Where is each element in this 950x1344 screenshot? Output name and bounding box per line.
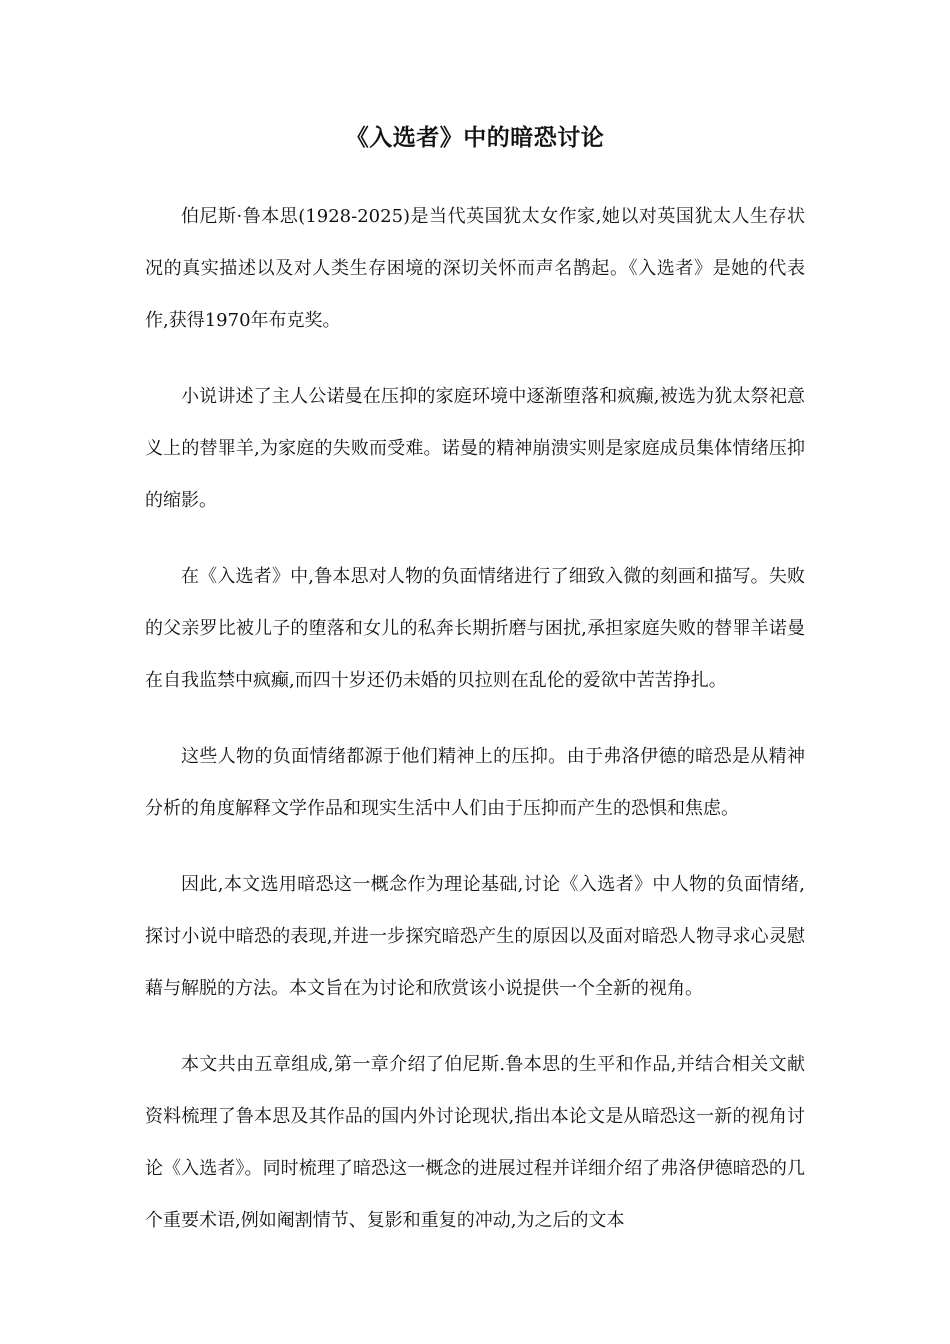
paragraph-4: 这些人物的负面情绪都源于他们精神上的压抑。由于弗洛伊德的暗恐是从精神分析的角度解释文学作品和现实生活中人们由于压抑而产生的恐惧和焦虑。 — [145, 746, 805, 819]
paragraph-3: 在《入选者》中,鲁本思对人物的负面情绪进行了细致入微的刻画和描写。失败的父亲罗比被儿子的堕落和女儿的私奔长期折磨与困扰,承担家庭失败的替罪羊诺曼在自我监禁中疯癫,而四十岁还仍未婚的贝拉则在乱伦的爱欲中苦苦挣扎。 — [145, 566, 805, 691]
paragraph-6: 本文共由五章组成,第一章介绍了伯尼斯.鲁本思的生平和作品,并结合相关文献资料梳理了鲁本思及其作品的国内外讨论现状,指出本论文是从暗恐这一新的视角讨论《入选者》。同时梳理了暗恐这一概念的进展过程并详细介绍了弗洛伊德暗恐的几个重要术语,例如阉割情节、复影和重复的冲动,为之后的文本 — [145, 1054, 805, 1231]
document-page — [145, 118, 805, 1247]
paragraph-1: 伯尼斯·鲁本思(1928-2025)是当代英国犹太女作家,她以对英国犹太人生存状况的真实描述以及对人类生存困境的深切关怀而声名鹊起。《入选者》是她的代表作,获得1970年布克奖。 — [145, 206, 805, 331]
paragraph-5: 因此,本文选用暗恐这一概念作为理论基础,讨论《入选者》中人物的负面情绪,探讨小说中暗恐的表现,并进一步探究暗恐产生的原因以及面对暗恐人物寻求心灵慰藉与解脱的方法。本文旨在为讨论和欣赏该小说提供一个全新的视角。 — [145, 874, 805, 999]
document-title: 《入选者》中的暗恐讨论 — [345, 125, 605, 151]
paragraph-2: 小说讲述了主人公诺曼在压抑的家庭环境中逐渐堕落和疯癫,被选为犹太祭祀意义上的替罪羊,为家庭的失败而受难。诺曼的精神崩溃实则是家庭成员集体情绪压抑的缩影。 — [145, 386, 805, 511]
